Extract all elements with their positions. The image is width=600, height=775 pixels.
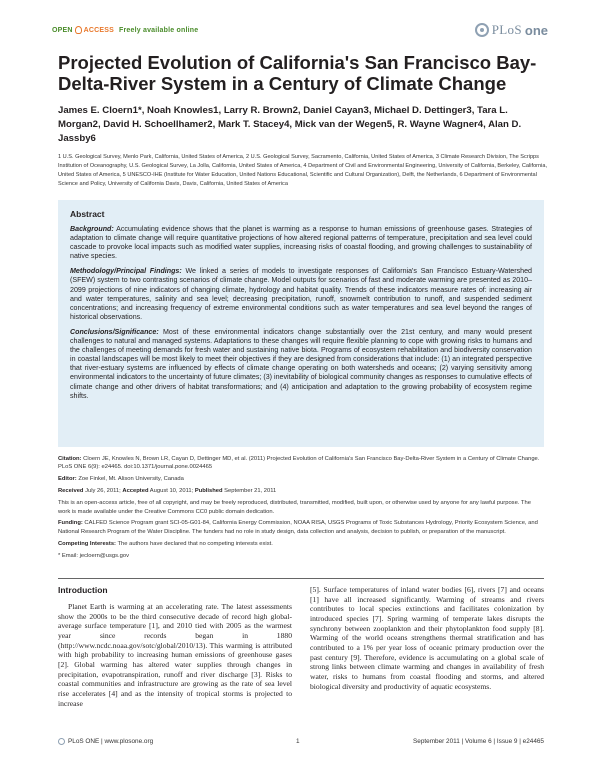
conclusions-text: Most of these environmental indicators change substantially over the 21st century, and many would present challenges to natural and managed systems. Adaptations to these changes will require flexible planning to cope with growing risks to humans and the challenges of meeting demands for fresh water and sustaining native biota. Programs of ecosystem rehabilitation and biodiversity conservation in coastal landscapes will be most likely to meet their objectives if they are designed from considerations that include: (1) an integrated perspective that river-estuary systems are influenced by effects of climate change operating on both watersheds and oceans; (2) varying sensitivity among environmental indicators to the uncertainty of future climates; (3) inevitability of biological community changes as responses to cumulative effects of climate change and other drivers of habitat transformations; and (4) anticipation and adaptation to the growing probability of ecosystem regime shifts.: [70, 327, 532, 400]
plos-one-logo: [475, 22, 548, 38]
citation-text: Cloern JE, Knowles N, Brown LR, Cayan D, Dettinger MD, et al. (2011) Projected Evolution of California's San Francisco Bay-Delta-River System in a Century of Climate Change. PLoS ONE 6(9): e24465. doi:10.1371/journal.pone.0024465: [58, 456, 540, 471]
footer-journal-text: PLoS ONE | www.plosone.org: [68, 738, 154, 745]
journal-header: [52, 22, 548, 46]
editor-text: Zoe Finkel, Mt. Alison University, Canada: [78, 476, 184, 483]
section-divider: [58, 578, 544, 579]
published-date: September 21, 2011: [224, 488, 277, 495]
email: * Email: jecloern@usgs.gov: [58, 552, 129, 559]
introduction-heading: Introduction: [58, 585, 108, 595]
competing-interests: [58, 540, 544, 548]
citation: [58, 455, 544, 472]
accepted-label: Accepted: [122, 488, 149, 495]
access-label: ACCESS: [83, 26, 115, 34]
introduction-right-column: [5]. Surface temperatures of inland water bodies [6], rivers [7] and oceans [1] have all increased significantly. Warming of streams and rivers contributes to local species extinctions and facilitates colonization by introduced species [7]. Spring warming of temperate lakes disrupts the synchrony between zooplankton and their phytoplankton food supply [8]. Warming of the world oceans strengthens thermal stratification and has contributed to a 1% per year loss of oceanic primary production over the past century [9]. Therefore, evidence is accumulating on a global scale of strong links between climate warming and changes in availability of fresh water, risks to humans from coastal flooding and storms, and altered biological diversity and productivity of aquatic ecosystems.: [310, 585, 544, 691]
article-metadata: [58, 455, 544, 564]
abstract-conclusions: [70, 328, 532, 401]
freely-available-label: Freely available online: [119, 26, 199, 34]
one-logo-text: one: [524, 22, 548, 38]
editor: [58, 475, 544, 483]
published-label: Published: [194, 488, 223, 495]
plos-logo-icon: [475, 23, 489, 37]
conclusions-label: Conclusions/Significance:: [70, 327, 159, 336]
abstract-background: [70, 225, 532, 261]
article-title: Projected Evolution of California's San Francisco Bay-Delta-River System in a Century of Climate Change: [58, 52, 537, 94]
footer-journal: [58, 738, 153, 745]
editor-label: Editor:: [58, 476, 77, 483]
methods-label: Methodology/Principal Findings:: [70, 267, 182, 276]
footer-issue: September 2011 | Volume 6 | Issue 9 | e24465: [413, 738, 544, 745]
funding-label: Funding:: [58, 520, 83, 527]
funding-text: CALFED Science Program grant SCI-05-G01-84, California Energy Commission, NOAA RISA, USGS Programs of Toxic Substances Hydrology, Priority Ecosystem Science, and National Research Program of the Water Discipline. The funders had no role in study design, data collection and analysis, decision to publish, or preparation of the manuscript.: [58, 520, 538, 535]
open-access-lock-icon: [75, 26, 82, 34]
competing-text: The authors have declared that no competing interests exist.: [117, 540, 273, 547]
author-list: James E. Cloern1*, Noah Knowles1, Larry R. Brown2, Daniel Cayan3, Michael D. Dettinger3, Tara L. Morgan2, David H. Schoellhamer2, Mark T. Stacey4, Mick van der Wegen5, R. Wayne Wagner4, Alan D. Jassby6: [58, 105, 522, 144]
abstract-heading: Abstract: [70, 209, 105, 219]
open-label: OPEN: [52, 26, 73, 34]
open-access-badge: [52, 26, 198, 34]
plos-footer-icon: [58, 738, 65, 745]
abstract-box: [58, 200, 544, 447]
plos-logo-text: PLoS: [491, 22, 522, 37]
background-label: Background:: [70, 225, 114, 233]
dates: [58, 487, 544, 495]
abstract-methods: [70, 267, 532, 322]
funding: [58, 519, 544, 536]
license: This is an open-access article, free of all copyright, and may be freely reproduced, distributed, transmitted, modified, built upon, or otherwise used by anyone for any lawful purpose. The work is made available under the Creative Commons CC0 public domain dedication.: [58, 500, 531, 515]
methods-text: We linked a series of models to investigate responses of California's San Francisco Estuary-Watershed (SFEW) system to two contrasting scenarios of climate change. Model outputs for scenarios of fast and moderate warming are presented as 2010–2099 projections of nine indicators of changing climate, hydrology and habitat quality. Trends of these indicators measure rates of: increasing air and water temperatures, salinity and sea level; decreasing precipitation, runoff, snowmelt contribution to runoff, and suspended sediment concentrations; and increasing frequency of extreme environmental conditions such as water temperatures and sea level beyond the ranges of historical observations.: [70, 267, 532, 321]
background-text: Accumulating evidence shows that the planet is warming as a response to human emissions of greenhouse gases. Strategies of adaptation to climate change will require quantitative projections of how altered regional patterns of temperature, precipitation and sea level could cascade to provoke local impacts such as modified water supplies, increasing risks of coastal flooding, and growing challenges to sustainability of native species.: [70, 225, 532, 261]
received-date: July 26, 2011;: [85, 488, 121, 495]
introduction-left-column: Planet Earth is warming at an accelerating rate. The latest assessments show the 2000s to be the third consecutive decade of record high global-average surface temperature [1], and 2010 tied with 2005 as the warmest year since records began in 1880 (http://www.ncdc.noaa.gov/sotc/global/2010/13). This warming is attributed with high probability to increasing human emissions of greenhouse gases [2]. Global warming has altered water supplies through changes in precipitation, evapotranspiration, runoff and river discharge [3]. Risks to coastal communities and infrastructure are growing as the rate of sea level rise accelerates [4] and as the intensity of tropical storms is projected to increase: [58, 602, 292, 708]
page-number: 1: [296, 738, 300, 745]
received-label: Received: [58, 488, 84, 495]
competing-label: Competing Interests:: [58, 540, 116, 547]
affiliations: 1 U.S. Geological Survey, Menlo Park, California, United States of America, 2 U.S. Geological Survey, Sacramento, California, United States of America, 3 Climate Research Division, The Scripps Institution of Oceanography, U.S. Geological Survey, La Jolla, California, United States of America, 4 Department of Civil and Environmental Engineering, University of California, Berkeley, California, United States of America, 5 UNESCO-IHE (Institute for Water Education, United Nations Educational, Scientific and Cultural Organization), Delft, the Netherlands, 6 Department of Environmental Science and Policy, University of California Davis, Davis, California, United States of America: [58, 154, 548, 187]
accepted-date: August 10, 2011;: [149, 488, 194, 495]
citation-label: Citation:: [58, 456, 82, 462]
